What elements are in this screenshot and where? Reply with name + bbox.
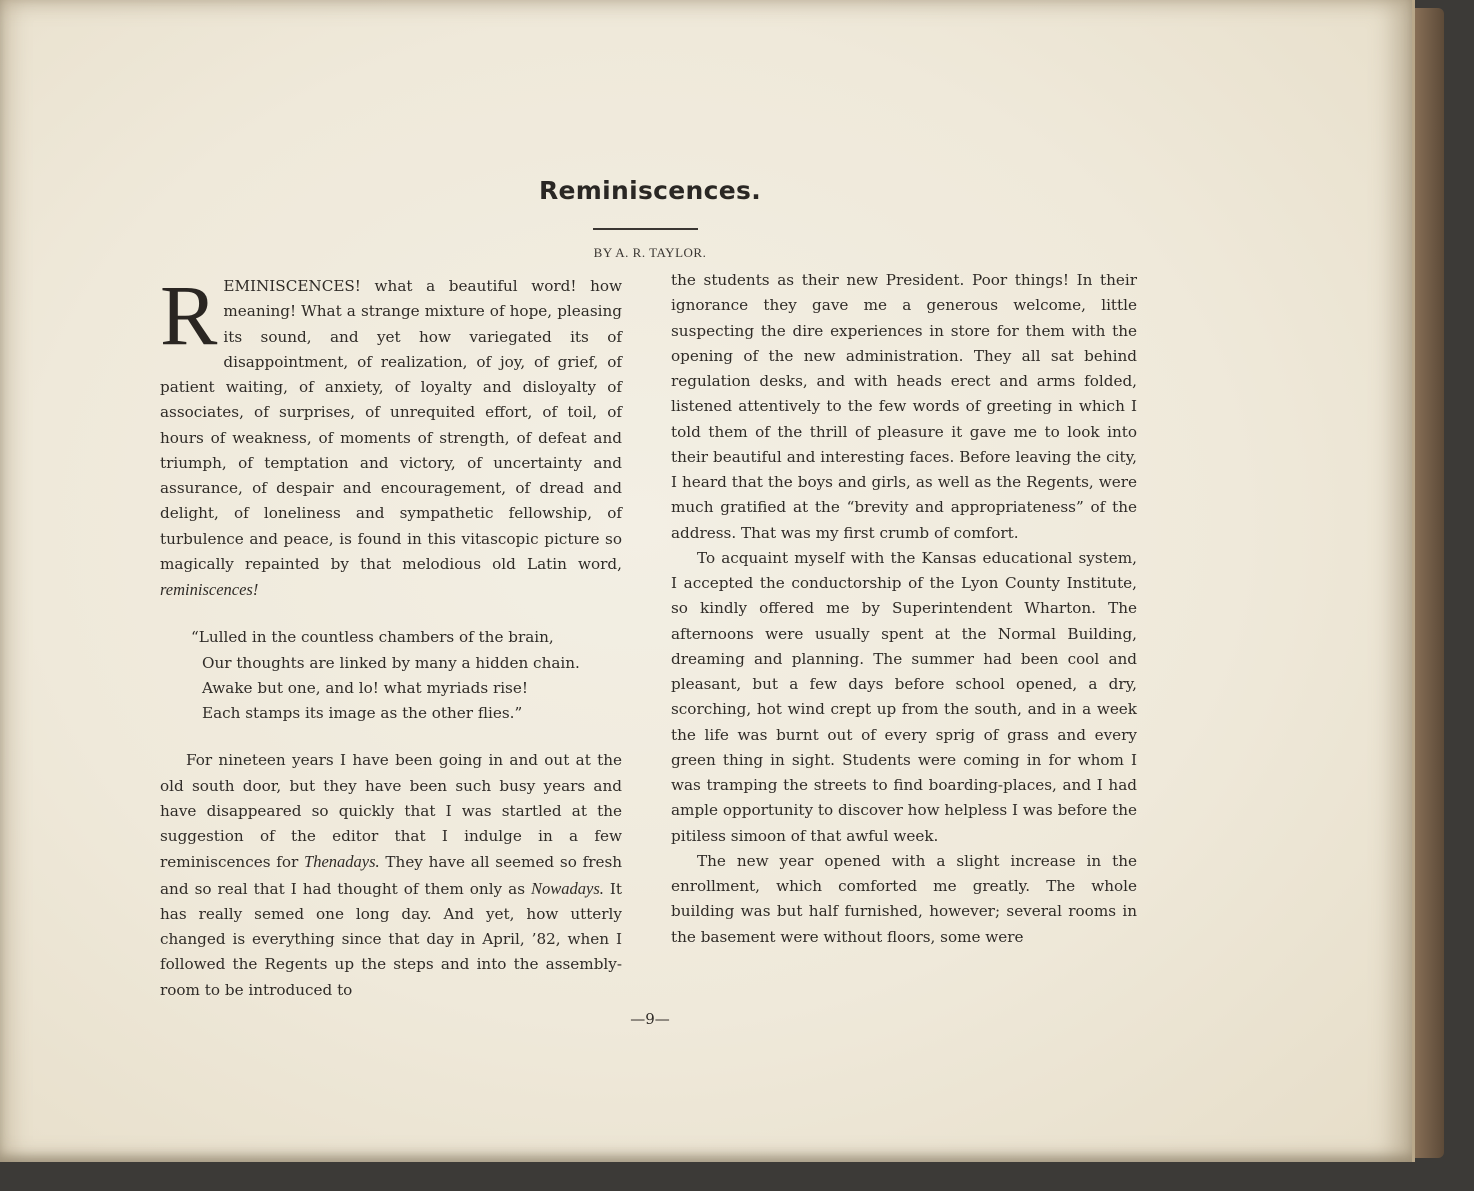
article-title: Reminiscences. [539, 176, 761, 205]
poem-line: Our thoughts are linked by many a hidden chain. [202, 653, 580, 672]
poem-line: Each stamps its image as the other flies.” [202, 704, 523, 722]
title-divider [593, 228, 698, 230]
paragraph-students: the students as their new President. Poor things! In their ignorance they gave me a generous welcome, little suspecting the dire experiences in store for them with the opening of the new administration. They all sat behind regulation desks, and with heads erect and arms folded, listened attentively to the few words of greeting in which I told them of the thrill of pleasure it gave me to look into their beautiful and interesting faces. Before leaving the city, I heard that the boys and girls, as well as the Regents, were much gratified at the “brevity and appropriateness” of the address. That was my first crumb of comfort. [671, 271, 1137, 542]
byline: BY A. R. TAYLOR. [593, 245, 707, 260]
right-column [671, 268, 1137, 950]
poem-line: Awake but one, and lo! what myriads rise! [202, 678, 528, 697]
poem-line: “Lulled in the countless chambers of the brain, [191, 628, 554, 647]
paragraph-new-year: The new year opened with a slight increase in the enrollment, which comforted me greatly. The whole building was but half furnished, however; several rooms in the basement were without floors, some were [671, 851, 1137, 946]
poem-quote [191, 625, 622, 726]
page-number: —9— [630, 1010, 670, 1028]
italic-thenadays: Thenadays. [304, 852, 380, 872]
paragraph-kansas-system: To acquaint myself with the Kansas educational system, I accepted the conductorship of the Lyon County Institute, so kindly offered me by Superintendent Wharton. The afternoons were usually spent at the Normal Building, dreaming and planning. The summer had been cool and pleasant, but a few days before school opened, a dry, scorching, hot wind crept up from the south, and in a week the life was burnt out of every sprig of grass and every green thing in sight. Students were coming in for whom I was tramping the streets to find boarding-places, and I had ample opportunity to discover how helpless I was before the pitiless simoon of that awful week. [671, 548, 1137, 845]
drop-cap: R [160, 267, 218, 363]
intro-text: EMINISCENCES! what a beautiful word! how meaning! What a strange mixture of hope, pleasing its sound, and yet how variegated its of disappointment, of realization, of joy, of grief, of patient waiting, of anxiety, of loyalty and disloyalty of associates, of surprises, of unrequited effort, of toil, of hours of weakness, of moments of strength, of defeat and triumph, of temptation and victory, of uncertainty and assurance, of despair and encouragement, of dread and delight, of loneliness and sympathetic fellowship, of turbulence and peace, is found in this vitascopic picture so magically repainted by that melodious old Latin word, [160, 277, 622, 573]
para-text: It has really semed one long day. And yet, how utterly changed is everything since that day in April, ’82, when I followed the Regents up the steps and into the assembly-room to be introduced to [160, 879, 623, 999]
intro-paragraph [160, 267, 622, 603]
intro-italic: reminiscences! [160, 580, 259, 599]
para-text: They have all seemed so fresh and so real that I had thought of them only as [160, 853, 623, 898]
paragraph-nineteen-years [160, 748, 622, 1003]
para-text: For nineteen years I have been going in and out at the old south door, but they have been such busy years and have disappeared so quickly that I was startled at the suggestion of the editor that I indulge in a few reminiscences for [160, 751, 622, 872]
italic-nowadays: Nowadays. [531, 878, 604, 898]
left-column [160, 267, 623, 1003]
